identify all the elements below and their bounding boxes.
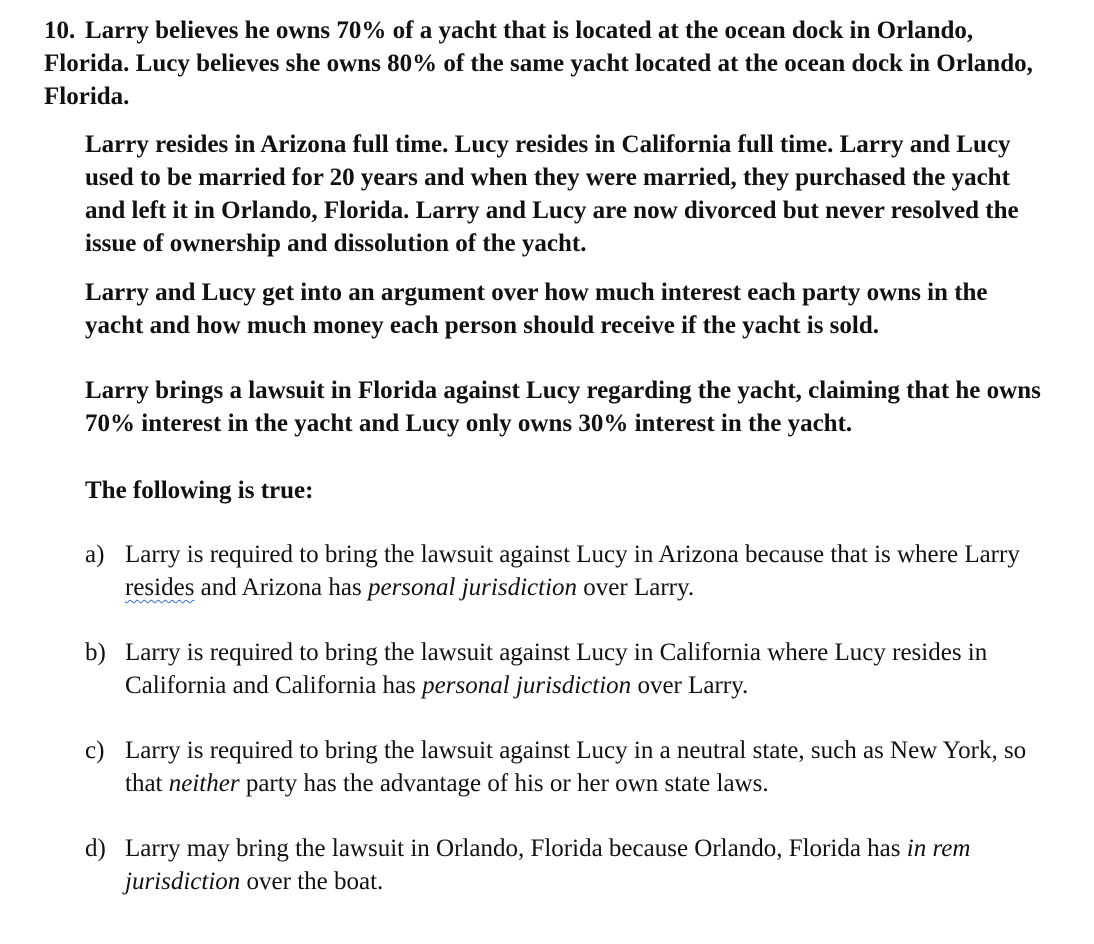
option-c-text: Larry is required to bring the lawsuit against Lucy in a neutral state, such as New York, so that neither party has the advantage of his or her own state laws. <box>125 737 1027 797</box>
option-b <box>85 636 1060 702</box>
question-intro <box>44 14 1064 113</box>
paragraph-lawsuit: Larry brings a lawsuit in Florida against Lucy regarding the yacht, claiming that he owns 70% interest in the yacht and Lucy only owns 30% interest in the yacht. <box>85 377 1041 437</box>
option-b-text: Larry is required to bring the lawsuit against Lucy in California where Lucy resides in California and California has personal jurisdiction over Larry. <box>125 639 988 699</box>
spellcheck-underline: resides <box>125 574 195 601</box>
option-a <box>85 538 1060 604</box>
option-d-text: Larry may bring the lawsuit in Orlando, Florida because Orlando, Florida has in rem jurisdiction over the boat. <box>125 835 971 895</box>
question-number: 10. <box>44 17 76 44</box>
option-c <box>85 734 1060 800</box>
option-c-letter: c) <box>85 737 105 764</box>
paragraph-background: Larry resides in Arizona full time. Lucy resides in California full time. Larry and Lucy used to be married for 20 years and when they were married, they purchased the yacht and left it in Orlando, Florida. Larry and Lucy are now divorced but never resolved the issue of ownership and dissolution of the yacht. <box>85 131 1019 257</box>
option-b-letter: b) <box>85 639 106 666</box>
option-a-letter: a) <box>85 541 105 568</box>
paragraph-prompt: The following is true: <box>85 477 314 504</box>
option-d-letter: d) <box>85 835 106 862</box>
option-a-text: Larry is required to bring the lawsuit against Lucy in Arizona because that is where Larry resides and Arizona has personal jurisdiction over Larry. <box>125 541 1020 601</box>
option-d <box>85 832 1060 898</box>
question-intro-text: Larry believes he owns 70% of a yacht that is located at the ocean dock in Orlando, Florida. Lucy believes she owns 80% of the same yacht located at the ocean dock in Orlando, Florida. <box>44 17 1033 110</box>
paragraph-argument: Larry and Lucy get into an argument over how much interest each party owns in the yacht and how much money each person should receive if the yacht is sold. <box>85 279 988 339</box>
